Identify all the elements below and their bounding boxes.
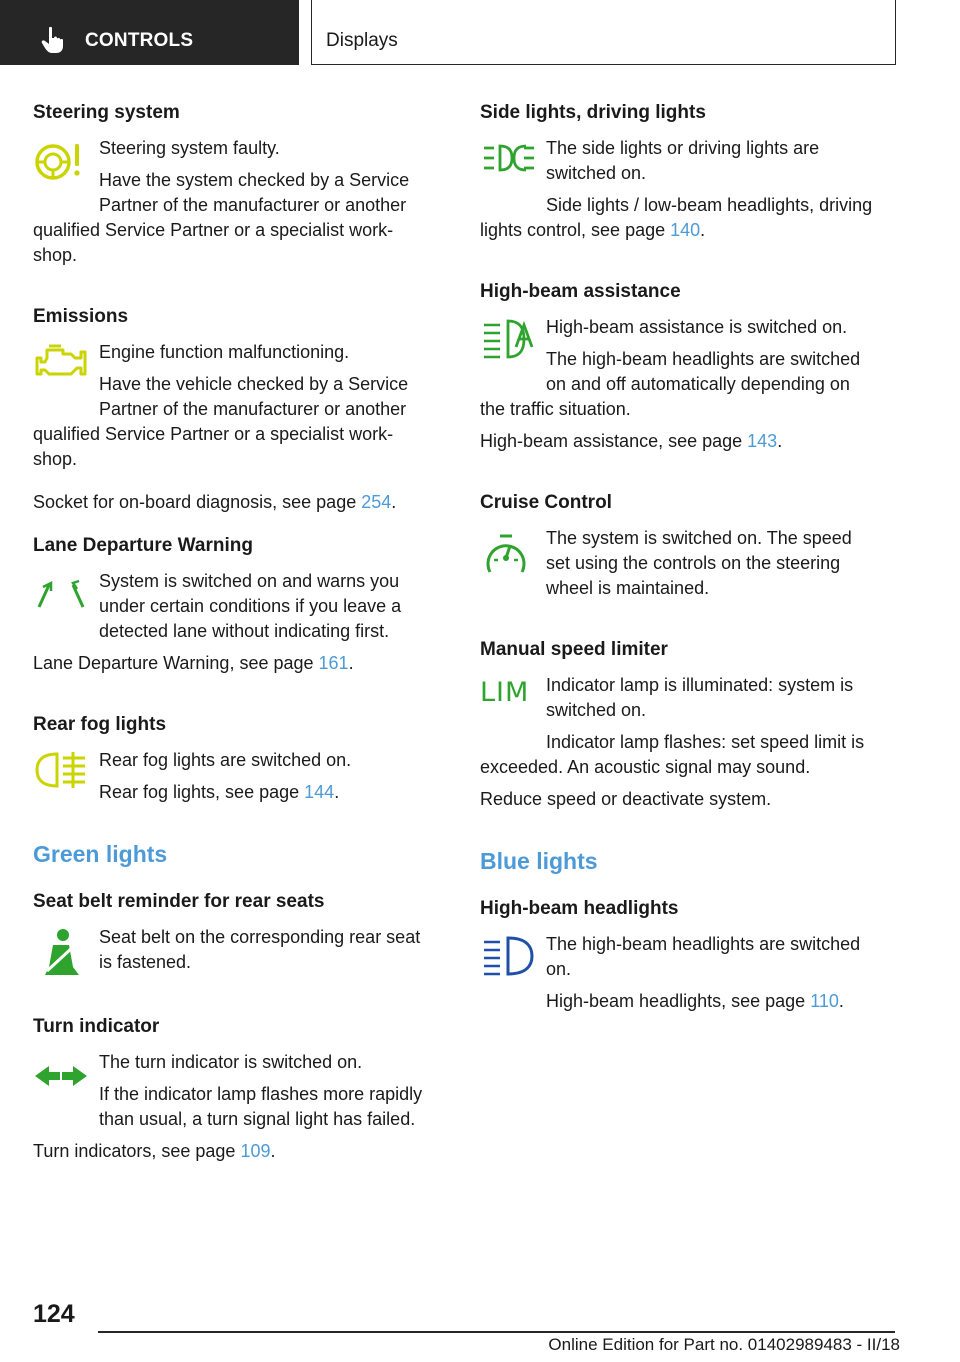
- highbeam-line-1a: The high-beam headlights are switched: [546, 934, 861, 954]
- steering-line-2c: qualified Service Partner or a specialist work-: [33, 220, 394, 240]
- lane-reference: Lane Departure Warning, see page 161.: [33, 653, 354, 673]
- rear-fog-section: [33, 712, 445, 805]
- hba-reference: High-beam assistance, see page 143.: [480, 431, 783, 451]
- speed-limiter-title: Manual speed limiter: [480, 639, 668, 660]
- edition-info: Online Edition for Part no. 01402989483 - II/18: [548, 1335, 900, 1354]
- steering-system-section: [33, 100, 445, 268]
- page-number: 124: [33, 1300, 75, 1328]
- emissions-line-2a: Have the vehicle checked by a Service: [99, 374, 409, 394]
- turn-line-2a: If the indicator lamp flashes more rapidly: [99, 1084, 423, 1104]
- emissions-reference: Socket for on-board diagnosis, see page 254.: [33, 492, 397, 512]
- steering-warning-icon: [33, 138, 91, 182]
- cruise-line-1b: set using the controls on the steering: [546, 553, 841, 573]
- chapter-label: CONTROLS: [85, 30, 194, 51]
- seatbelt-line-1a: Seat belt on the corresponding rear seat: [99, 927, 421, 947]
- lim-indicator-icon: LIM: [480, 677, 530, 708]
- emissions-line-2c: qualified Service Partner or a specialist work-: [33, 424, 394, 444]
- page-header: [0, 0, 960, 66]
- emissions-section: [33, 304, 445, 515]
- seatbelt-title: Seat belt reminder for rear seats: [33, 891, 325, 912]
- lane-departure-section: [33, 533, 445, 676]
- side-page-link[interactable]: 140: [670, 220, 701, 240]
- turn-indicator-arrows-icon: [33, 1056, 91, 1096]
- right-column: [480, 100, 892, 1014]
- steering-line-2b: Partner of the manufacturer or another: [99, 195, 407, 215]
- seatbelt-line-1b: is fastened.: [99, 952, 192, 972]
- lane-departure-title: Lane Departure Warning: [33, 535, 253, 556]
- side-line-1b: switched on.: [546, 163, 647, 183]
- turn-reference: Turn indicators, see page 109.: [33, 1141, 276, 1161]
- limiter-line-2a: Indicator lamp flashes: set speed limit is: [546, 732, 865, 752]
- rear-fog-title: Rear fog lights: [33, 714, 167, 735]
- steering-line-2d: shop.: [33, 245, 78, 265]
- emissions-line-2d: shop.: [33, 449, 78, 469]
- turn-page-link[interactable]: 109: [240, 1141, 271, 1161]
- footer-divider: [98, 1331, 895, 1333]
- cruise-control-icon: [480, 532, 538, 582]
- lane-line-1b: under certain conditions if you leave a: [99, 596, 402, 616]
- fog-page-link[interactable]: 144: [304, 782, 335, 802]
- seatbelt-icon: [33, 927, 91, 977]
- cruise-control-section: [480, 490, 892, 601]
- side-lights-section: [480, 100, 892, 243]
- seatbelt-section: [33, 889, 445, 975]
- steering-line-2a: Have the system checked by a Service: [99, 170, 410, 190]
- lane-line-1a: System is switched on and warns you: [99, 571, 400, 591]
- green-lights-heading: Green lights: [33, 841, 168, 867]
- cruise-control-title: Cruise Control: [480, 492, 612, 513]
- limiter-line-1a: Indicator lamp is illuminated: system is: [546, 675, 854, 695]
- side-lights-title: Side lights, driving lights: [480, 102, 706, 123]
- fog-line-1: Rear fog lights are switched on.: [99, 750, 352, 770]
- emissions-page-link[interactable]: 254: [361, 492, 392, 512]
- high-beam-assist-section: [480, 279, 892, 454]
- side-line-1a: The side lights or driving lights are: [546, 138, 820, 158]
- highbeam-line-1b: on.: [546, 959, 572, 979]
- high-beam-assist-title: High-beam assistance: [480, 281, 681, 302]
- high-beam-title: High-beam headlights: [480, 898, 679, 919]
- emissions-title: Emissions: [33, 306, 129, 327]
- rear-fog-icon: [33, 750, 91, 790]
- lane-page-link[interactable]: 161: [318, 653, 349, 673]
- side-line-2a: Side lights / low-beam headlights, driving: [546, 195, 873, 215]
- speed-limiter-section: [480, 637, 892, 812]
- engine-warning-icon: [33, 342, 91, 382]
- high-beam-assist-icon: [480, 317, 538, 361]
- cruise-line-1a: The system is switched on. The speed: [546, 528, 852, 548]
- lane-departure-icon: [33, 575, 91, 615]
- pointing-hand-icon: [40, 26, 66, 54]
- turn-line-2b: than usual, a turn signal light has failed.: [99, 1109, 416, 1129]
- side-lights-icon: [480, 140, 538, 176]
- high-beam-section: [480, 896, 892, 1014]
- blue-lights-heading: Blue lights: [480, 848, 598, 874]
- turn-indicator-section: [33, 1014, 445, 1164]
- hba-line-2c: the traffic situation.: [480, 399, 631, 419]
- hba-page-link[interactable]: 143: [747, 431, 778, 451]
- hba-line-1: High-beam assistance is switched on.: [546, 317, 848, 337]
- turn-indicator-title: Turn indicator: [33, 1016, 160, 1037]
- side-reference: lights control, see page 140.: [480, 220, 706, 240]
- high-beam-icon: [480, 934, 538, 978]
- highbeam-page-link[interactable]: 110: [810, 991, 839, 1011]
- emissions-line-2b: Partner of the manufacturer or another: [99, 399, 407, 419]
- steering-system-title: Steering system: [33, 102, 180, 123]
- hba-line-2b: on and off automatically depending on: [546, 374, 850, 394]
- section-tab-displays[interactable]: [311, 0, 896, 65]
- highbeam-reference: High-beam headlights, see page 110.: [546, 991, 844, 1011]
- turn-line-1: The turn indicator is switched on.: [99, 1052, 363, 1072]
- limiter-line-1b: switched on.: [546, 700, 647, 720]
- lane-line-1c: detected lane without indicating first.: [99, 621, 390, 641]
- chapter-tab-controls[interactable]: [0, 0, 299, 65]
- left-column: [33, 100, 445, 1164]
- cruise-line-1c: wheel is maintained.: [546, 578, 710, 598]
- section-label: Displays: [326, 30, 398, 51]
- limiter-line-3: Reduce speed or deactivate system.: [480, 789, 772, 809]
- limiter-line-2b: exceeded. An acoustic signal may sound.: [480, 757, 811, 777]
- fog-reference: Rear fog lights, see page 144.: [99, 782, 340, 802]
- steering-line-1: Steering system faulty.: [99, 138, 280, 158]
- hba-line-2a: The high-beam headlights are switched: [546, 349, 861, 369]
- emissions-line-1: Engine function malfunctioning.: [99, 342, 350, 362]
